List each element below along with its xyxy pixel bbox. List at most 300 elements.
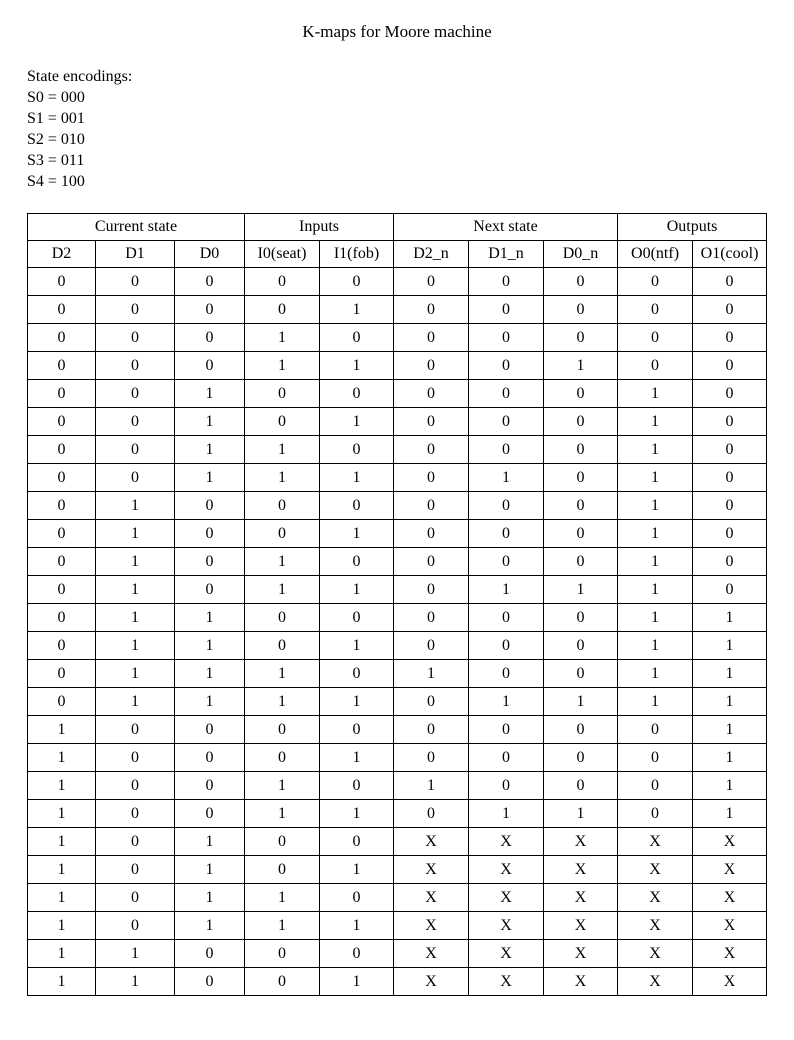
table-cell: 0 [96, 464, 175, 492]
table-row [28, 688, 767, 716]
table-cell: 0 [693, 548, 767, 576]
table-cell: 1 [320, 576, 394, 604]
table-cell: 1 [618, 492, 693, 520]
table-cell: X [618, 940, 693, 968]
table-cell: 1 [618, 464, 693, 492]
table-cell: 0 [693, 520, 767, 548]
table-cell: 0 [28, 408, 96, 436]
table-cell: 1 [245, 912, 320, 940]
table-cell: X [544, 828, 618, 856]
table-cell: 0 [320, 268, 394, 296]
table-cell: 0 [544, 296, 618, 324]
table-cell: 1 [469, 576, 544, 604]
table-cell: 1 [245, 800, 320, 828]
table-cell: 0 [544, 408, 618, 436]
table-cell: 0 [469, 296, 544, 324]
table-cell: 1 [245, 688, 320, 716]
table-cell: 0 [28, 380, 96, 408]
table-cell: 1 [544, 688, 618, 716]
table-row [28, 660, 767, 688]
table-cell: X [394, 940, 469, 968]
table-cell: 1 [28, 912, 96, 940]
table-cell: X [618, 912, 693, 940]
table-cell: 0 [175, 492, 245, 520]
table-cell: X [618, 884, 693, 912]
table-cell: 0 [28, 324, 96, 352]
table-cell: 0 [96, 772, 175, 800]
table-cell: 0 [544, 324, 618, 352]
table-cell: 1 [320, 632, 394, 660]
table-cell: 0 [28, 268, 96, 296]
table-cell: 1 [394, 660, 469, 688]
table-cell: 0 [320, 772, 394, 800]
table-cell: 0 [618, 324, 693, 352]
table-cell: 1 [618, 436, 693, 464]
page-title: K-maps for Moore machine [302, 22, 492, 41]
column-header: I1(fob) [320, 241, 394, 268]
table-cell: 1 [175, 464, 245, 492]
table-cell: 0 [96, 800, 175, 828]
table-cell: 0 [693, 296, 767, 324]
table-cell: 1 [96, 520, 175, 548]
table-cell: 0 [618, 268, 693, 296]
table-cell: 0 [245, 520, 320, 548]
table-cell: X [394, 856, 469, 884]
table-cell: 0 [618, 716, 693, 744]
table-cell: 0 [175, 772, 245, 800]
table-row [28, 828, 767, 856]
table-cell: 1 [245, 548, 320, 576]
table-cell: X [394, 884, 469, 912]
table-cell: 0 [245, 380, 320, 408]
column-header: D0 [175, 241, 245, 268]
table-cell: 1 [175, 688, 245, 716]
table-cell: 1 [618, 688, 693, 716]
column-group-header: Outputs [618, 214, 767, 241]
table-cell: 0 [469, 604, 544, 632]
table-cell: X [618, 968, 693, 996]
table-cell: X [394, 968, 469, 996]
table-cell: X [693, 884, 767, 912]
table-cell: 0 [469, 632, 544, 660]
table-cell: 1 [618, 576, 693, 604]
state-encodings-list [27, 87, 794, 192]
column-header: I0(seat) [245, 241, 320, 268]
table-row [28, 464, 767, 492]
table-cell: X [469, 940, 544, 968]
table-cell: 1 [175, 884, 245, 912]
table-cell: 0 [469, 744, 544, 772]
table-cell: 0 [96, 268, 175, 296]
table-cell: 0 [320, 380, 394, 408]
table-row [28, 800, 767, 828]
table-cell: 0 [693, 492, 767, 520]
table-cell: 0 [96, 716, 175, 744]
table-cell: 0 [469, 408, 544, 436]
table-cell: 0 [618, 744, 693, 772]
table-cell: X [469, 912, 544, 940]
table-cell: 1 [245, 352, 320, 380]
table-cell: 1 [96, 492, 175, 520]
table-cell: 0 [175, 520, 245, 548]
table-cell: 0 [394, 268, 469, 296]
table-cell: 0 [28, 660, 96, 688]
table-cell: 1 [320, 688, 394, 716]
table-cell: X [693, 856, 767, 884]
table-cell: X [693, 940, 767, 968]
table-cell: 0 [96, 856, 175, 884]
table-cell: 0 [28, 352, 96, 380]
table-cell: X [618, 828, 693, 856]
column-group-header: Next state [394, 214, 618, 241]
table-cell: 1 [245, 772, 320, 800]
table-cell: 1 [618, 604, 693, 632]
table-cell: 0 [544, 660, 618, 688]
table-cell: 0 [175, 352, 245, 380]
table-cell: 0 [28, 604, 96, 632]
table-cell: 0 [469, 548, 544, 576]
table-cell: 1 [245, 576, 320, 604]
table-row [28, 352, 767, 380]
table-cell: 0 [96, 352, 175, 380]
table-cell: 1 [544, 352, 618, 380]
column-header: D2 [28, 241, 96, 268]
table-cell: X [394, 912, 469, 940]
table-row [28, 912, 767, 940]
table-cell: 0 [544, 548, 618, 576]
table-cell: 0 [544, 380, 618, 408]
table-cell: 1 [245, 660, 320, 688]
table-cell: 0 [175, 800, 245, 828]
table-cell: 0 [175, 744, 245, 772]
table-cell: 1 [693, 604, 767, 632]
table-cell: 0 [28, 520, 96, 548]
table-row [28, 296, 767, 324]
table-cell: 0 [469, 268, 544, 296]
table-cell: 0 [320, 548, 394, 576]
column-group-header: Current state [28, 214, 245, 241]
table-row [28, 856, 767, 884]
state-encodings-section [27, 66, 794, 192]
table-cell: 1 [320, 912, 394, 940]
table-cell: 1 [96, 632, 175, 660]
table-cell: 0 [544, 744, 618, 772]
table-cell: 1 [320, 352, 394, 380]
table-row [28, 968, 767, 996]
table-cell: 1 [320, 464, 394, 492]
table-cell: 0 [175, 716, 245, 744]
table-cell: 0 [175, 940, 245, 968]
table-row [28, 632, 767, 660]
table-cell: 1 [320, 520, 394, 548]
table-cell: X [469, 856, 544, 884]
table-cell: 0 [469, 380, 544, 408]
table-cell: X [693, 968, 767, 996]
table-column-header-row [28, 241, 767, 268]
table-cell: 0 [96, 436, 175, 464]
table-cell: 0 [28, 464, 96, 492]
table-row [28, 744, 767, 772]
table-cell: 0 [320, 604, 394, 632]
column-header: D1_n [469, 241, 544, 268]
table-cell: 0 [175, 296, 245, 324]
table-cell: 0 [618, 296, 693, 324]
table-cell: 1 [394, 772, 469, 800]
table-cell: 1 [175, 660, 245, 688]
table-cell: 1 [693, 688, 767, 716]
table-cell: 0 [28, 548, 96, 576]
table-cell: 0 [175, 268, 245, 296]
table-cell: 1 [28, 716, 96, 744]
table-cell: 0 [618, 352, 693, 380]
table-cell: 0 [469, 520, 544, 548]
table-cell: 1 [469, 800, 544, 828]
table-cell: X [618, 856, 693, 884]
table-cell: 0 [28, 576, 96, 604]
table-row [28, 772, 767, 800]
table-cell: 0 [320, 660, 394, 688]
table-cell: 0 [245, 716, 320, 744]
table-cell: 1 [320, 408, 394, 436]
table-cell: 1 [28, 856, 96, 884]
table-cell: 1 [28, 800, 96, 828]
table-cell: 0 [394, 492, 469, 520]
table-cell: 1 [320, 800, 394, 828]
table-cell: 1 [175, 632, 245, 660]
table-cell: 0 [245, 604, 320, 632]
table-cell: 0 [320, 828, 394, 856]
table-cell: 0 [394, 800, 469, 828]
table-cell: 0 [320, 436, 394, 464]
table-cell: 0 [320, 492, 394, 520]
table-cell: 1 [320, 856, 394, 884]
table-cell: X [693, 912, 767, 940]
column-header: O1(cool) [693, 241, 767, 268]
table-cell: 1 [693, 632, 767, 660]
table-cell: 0 [469, 352, 544, 380]
table-cell: X [469, 968, 544, 996]
table-cell: 0 [320, 884, 394, 912]
table-cell: 0 [320, 324, 394, 352]
table-cell: 0 [394, 464, 469, 492]
table-cell: 0 [245, 828, 320, 856]
table-cell: 1 [28, 884, 96, 912]
table-cell: 0 [544, 772, 618, 800]
table-cell: 0 [28, 296, 96, 324]
table-cell: 1 [28, 828, 96, 856]
table-cell: 0 [693, 324, 767, 352]
table-cell: 1 [469, 464, 544, 492]
table-cell: 1 [96, 604, 175, 632]
table-cell: 1 [618, 660, 693, 688]
table-cell: 1 [245, 324, 320, 352]
table-cell: 0 [96, 828, 175, 856]
table-cell: 1 [175, 408, 245, 436]
table-cell: 1 [175, 436, 245, 464]
table-cell: 0 [544, 492, 618, 520]
table-cell: 1 [96, 940, 175, 968]
table-cell: 0 [245, 296, 320, 324]
table-cell: 1 [175, 380, 245, 408]
table-row [28, 548, 767, 576]
table-cell: 1 [693, 800, 767, 828]
table-cell: 0 [693, 380, 767, 408]
column-header: D2_n [394, 241, 469, 268]
table-cell: 1 [28, 940, 96, 968]
table-cell: X [544, 940, 618, 968]
table-cell: 1 [175, 856, 245, 884]
table-cell: 0 [693, 436, 767, 464]
table-cell: 0 [245, 968, 320, 996]
table-cell: 0 [469, 436, 544, 464]
table-cell: 1 [693, 772, 767, 800]
table-group-header-row [28, 214, 767, 241]
table-cell: 0 [28, 632, 96, 660]
table-cell: 0 [394, 408, 469, 436]
table-cell: 0 [175, 576, 245, 604]
table-cell: 1 [96, 576, 175, 604]
table-cell: 0 [693, 408, 767, 436]
table-cell: 1 [245, 464, 320, 492]
table-cell: 1 [693, 716, 767, 744]
table-cell: 1 [618, 408, 693, 436]
table-cell: 0 [394, 296, 469, 324]
table-cell: 1 [28, 744, 96, 772]
table-cell: 0 [394, 688, 469, 716]
table-cell: 0 [693, 576, 767, 604]
table-row [28, 380, 767, 408]
table-row [28, 520, 767, 548]
table-cell: 0 [28, 436, 96, 464]
table-cell: 1 [28, 772, 96, 800]
table-cell: 0 [693, 352, 767, 380]
state-encoding-line: S1 = 001 [27, 110, 85, 127]
state-encoding-line: S2 = 010 [27, 131, 85, 148]
table-row [28, 576, 767, 604]
table-cell: 1 [618, 632, 693, 660]
table-cell: 0 [175, 548, 245, 576]
table-cell: 0 [394, 548, 469, 576]
table-cell: 0 [394, 604, 469, 632]
table-cell: 1 [618, 520, 693, 548]
table-row [28, 492, 767, 520]
table-row [28, 716, 767, 744]
table-cell: 1 [96, 548, 175, 576]
table-cell: 0 [394, 352, 469, 380]
table-cell: 0 [245, 940, 320, 968]
column-header: O0(ntf) [618, 241, 693, 268]
table-row [28, 884, 767, 912]
table-cell: 0 [96, 408, 175, 436]
table-row [28, 268, 767, 296]
table-cell: 0 [394, 716, 469, 744]
table-cell: 0 [394, 632, 469, 660]
table-cell: 0 [96, 884, 175, 912]
table-cell: X [544, 856, 618, 884]
table-cell: 0 [618, 772, 693, 800]
table-cell: 0 [96, 912, 175, 940]
table-cell: 1 [245, 884, 320, 912]
table-cell: 1 [175, 912, 245, 940]
table-cell: 1 [175, 828, 245, 856]
table-cell: 0 [394, 576, 469, 604]
column-header: D1 [96, 241, 175, 268]
column-header: D0_n [544, 241, 618, 268]
table-cell: 0 [618, 800, 693, 828]
table-cell: 0 [96, 324, 175, 352]
table-cell: 1 [96, 688, 175, 716]
table-cell: 0 [544, 520, 618, 548]
table-cell: 1 [320, 744, 394, 772]
table-cell: 0 [96, 380, 175, 408]
table-cell: 0 [469, 716, 544, 744]
table-cell: X [469, 828, 544, 856]
table-cell: 0 [175, 968, 245, 996]
table-cell: 1 [96, 660, 175, 688]
table-cell: X [693, 828, 767, 856]
table-cell: 0 [245, 492, 320, 520]
table-cell: 0 [245, 744, 320, 772]
table-cell: 0 [544, 716, 618, 744]
table-cell: X [469, 884, 544, 912]
truth-table-body [28, 268, 767, 996]
table-cell: 0 [544, 436, 618, 464]
table-cell: 0 [245, 408, 320, 436]
table-cell: 0 [394, 324, 469, 352]
table-cell: 0 [96, 744, 175, 772]
table-cell: 0 [469, 772, 544, 800]
table-cell: X [544, 968, 618, 996]
table-cell: 1 [320, 296, 394, 324]
table-cell: 0 [28, 688, 96, 716]
table-row [28, 604, 767, 632]
table-row [28, 436, 767, 464]
state-encoding-line: S4 = 100 [27, 173, 85, 190]
table-cell: 0 [544, 268, 618, 296]
table-cell: 0 [693, 464, 767, 492]
table-cell: 0 [544, 632, 618, 660]
table-cell: 0 [28, 492, 96, 520]
table-cell: 1 [693, 660, 767, 688]
table-cell: 0 [394, 380, 469, 408]
table-row [28, 940, 767, 968]
table-cell: 0 [469, 324, 544, 352]
table-row [28, 408, 767, 436]
state-encodings-heading: State encodings: [27, 68, 133, 85]
table-cell: 0 [469, 660, 544, 688]
table-cell: 1 [618, 548, 693, 576]
state-encoding-line: S0 = 000 [27, 89, 85, 106]
table-cell: 0 [394, 436, 469, 464]
truth-table-header [28, 214, 767, 268]
table-cell: 1 [245, 436, 320, 464]
table-cell: 1 [469, 688, 544, 716]
table-cell: 0 [394, 744, 469, 772]
table-cell: 0 [469, 492, 544, 520]
table-cell: X [394, 828, 469, 856]
table-cell: 0 [693, 268, 767, 296]
table-cell: 0 [175, 324, 245, 352]
table-cell: 0 [245, 268, 320, 296]
table-cell: 0 [544, 464, 618, 492]
table-cell: 1 [693, 744, 767, 772]
table-cell: 1 [618, 380, 693, 408]
table-cell: 0 [394, 520, 469, 548]
state-encoding-line: S3 = 011 [27, 152, 85, 169]
table-cell: 1 [96, 968, 175, 996]
table-cell: 0 [544, 604, 618, 632]
table-cell: 0 [96, 296, 175, 324]
